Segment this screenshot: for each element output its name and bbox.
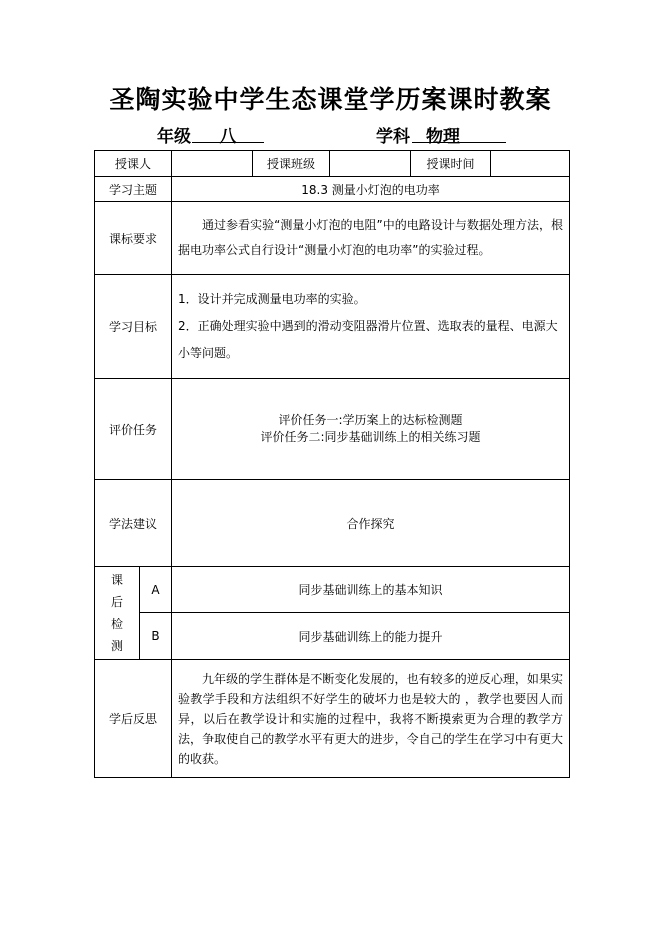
goal-item: 2．正确处理实验中遇到的滑动变阻器滑片位置、选取表的量程、电源大小等问题。: [178, 319, 558, 360]
goals-cell: [172, 275, 570, 379]
grade-field: [192, 122, 264, 147]
eval-label: 评价任务: [95, 379, 172, 480]
reflection-text: 九年级的学生群体是不断变化发展的，也有较多的逆反心理，如果实验教学手段和方法组织不好学生的破坏力也是较大的 ，教学也要因人而异，以后在教学设计和实施的过程中，我将不断摸索更为合理的教学方法，争取使自己的教学水平有更大的进步，令自己的学生在学习中有更大的收获。: [178, 671, 564, 766]
method-label: 学法建议: [95, 480, 172, 567]
eval-cell: [172, 379, 570, 480]
class-label: 授课班级: [253, 151, 330, 177]
lesson-plan-table: [94, 150, 570, 778]
grade-label: 年级: [157, 127, 191, 147]
after-class-char: 测: [110, 639, 123, 653]
teacher-label: 授课人: [95, 151, 172, 177]
after-class-char: 检: [110, 617, 123, 631]
grade-value: 八: [219, 127, 237, 147]
class-cell: [330, 151, 411, 177]
table-row: [95, 480, 570, 567]
after-row-letter: A: [140, 567, 172, 613]
table-row: [95, 379, 570, 480]
header-line: [0, 120, 661, 146]
topic-value: 18.3 测量小灯泡的电功率: [172, 177, 570, 202]
eval-task: 评价任务一:学历案上的达标检测题: [278, 413, 463, 427]
table-row: [95, 151, 570, 177]
time-label: 授课时间: [411, 151, 491, 177]
time-cell: [491, 151, 570, 177]
table-row: [95, 660, 570, 778]
table-row: [95, 613, 570, 660]
table-row: [95, 177, 570, 202]
curriculum-label: 课标要求: [95, 202, 172, 275]
after-row-letter: B: [140, 613, 172, 660]
page-title: 圣陶实验中学生态课堂学历案课时教案: [109, 85, 552, 114]
after-row-text: 同步基础训练上的能力提升: [172, 613, 570, 660]
eval-task: 评价任务二:同步基础训练上的相关练习题: [260, 430, 481, 444]
after-class-char: 课: [110, 573, 123, 587]
curriculum-cell: [172, 202, 570, 275]
table-row: [95, 567, 570, 613]
after-row-text: 同步基础训练上的基本知识: [172, 567, 570, 613]
teacher-cell: [172, 151, 253, 177]
subject-label: 学科: [376, 127, 410, 147]
after-class-label: [95, 567, 140, 660]
table-row: [95, 202, 570, 275]
reflection-label: 学后反思: [95, 660, 172, 778]
goal-item: 1．设计并完成测量电功率的实验。: [178, 292, 366, 306]
subject-value: 物理: [426, 127, 460, 147]
method-value: 合作探究: [172, 480, 570, 567]
curriculum-text: 通过参看实验“测量小灯泡的电阻”中的电路设计与数据处理方法，根据电功率公式自行设计“测量小灯泡的电功率”的实验过程。: [178, 218, 564, 257]
reflection-cell: [172, 660, 570, 778]
subject-field: [412, 122, 506, 147]
table-row: [95, 275, 570, 379]
goals-label: 学习目标: [95, 275, 172, 379]
after-class-char: 后: [110, 595, 123, 609]
topic-label: 学习主题: [95, 177, 172, 202]
